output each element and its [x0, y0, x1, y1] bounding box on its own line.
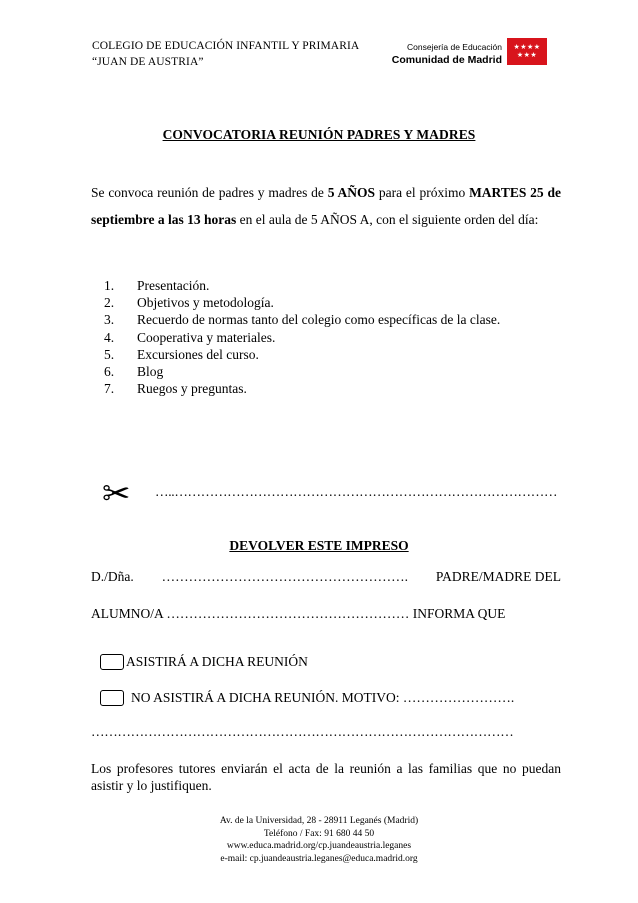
list-number: 4.	[104, 329, 115, 345]
madrid-flag-logo	[507, 38, 547, 65]
intro-text-3: en el aula de 5 AÑOS A, con el siguiente orden del día:	[236, 211, 539, 227]
intro-paragraph	[91, 180, 561, 233]
intro-text-2: para el próximo	[375, 185, 470, 200]
list-item	[104, 380, 564, 397]
list-number: 2.	[104, 295, 115, 311]
scissors-icon: ✂	[102, 474, 131, 514]
flag-stars-row-2: ★★★	[516, 51, 538, 59]
school-line-2: “JUAN DE AUSTRIA”	[92, 56, 204, 68]
not-attend-option-label: NO ASISTIRÁ A DICHA REUNIÓN. MOTIVO: …………………….	[131, 690, 515, 705]
flag-stars-row-1: ★★★★	[513, 43, 541, 51]
footer-email: e-mail: cp.juandeaustria.leganes@educa.madrid.org	[220, 853, 418, 864]
intro-date-time: MARTES 25 de septiembre a las 13 horas	[91, 185, 561, 227]
list-text: Excursiones del curso.	[137, 346, 259, 362]
agenda-list	[104, 277, 564, 397]
list-text: Cooperativa y materiales.	[137, 329, 276, 345]
closing-paragraph: Los profesores tutores enviarán el acta de la reunión a las familias que no puedan asistir y lo justifiquen.	[91, 761, 561, 793]
list-item	[104, 363, 564, 380]
intro-text-1: Se convoca reunión de padres y madres de	[91, 185, 328, 200]
list-text: Presentación.	[137, 278, 210, 293]
footer-address: Av. de la Universidad, 28 - 28911 Leganés (Madrid)	[219, 816, 419, 826]
list-number: 3.	[104, 312, 115, 328]
parent-name-line	[91, 569, 561, 585]
list-text: Recuerdo de normas tanto del colegio como específicas de la clase.	[137, 312, 501, 328]
document-title: CONVOCATORIA REUNIÓN PADRES Y MADRES	[162, 127, 476, 142]
intro-grade: 5 AÑOS	[327, 185, 376, 200]
footer	[0, 815, 638, 865]
list-item	[104, 294, 564, 311]
school-line-1: COLEGIO DE EDUCACIÓN INFANTIL Y PRIMARIA	[92, 40, 360, 52]
list-number: 6.	[104, 364, 115, 380]
attend-option-label: ASISTIRÁ A DICHA REUNIÓN	[126, 654, 308, 669]
parent-label: D./Dña.	[91, 569, 134, 584]
department-label: Consejería de Educación	[407, 42, 502, 52]
parent-name-blank[interactable]: ……………………………………………….	[161, 569, 408, 584]
list-text: Objetivos y metodología.	[137, 295, 274, 311]
institution-block	[368, 41, 502, 67]
return-form-title: DEVOLVER ESTE IMPRESO	[229, 538, 409, 553]
list-text: Blog	[137, 364, 164, 380]
list-item	[104, 346, 564, 363]
not-attend-checkbox[interactable]	[100, 690, 124, 706]
footer-web: www.educa.madrid.org/cp.juandeaustria.leganes	[226, 841, 412, 851]
organization-label: Comunidad de Madrid	[391, 54, 502, 66]
student-name-line[interactable]: ALUMNO/A ……………………………………………… INFORMA QUE	[91, 606, 506, 621]
list-text: Ruegos y preguntas.	[137, 381, 247, 397]
list-number: 5.	[104, 346, 115, 362]
school-name	[92, 38, 359, 70]
footer-phone: Teléfono / Fax: 91 680 44 50	[263, 828, 375, 839]
attend-checkbox[interactable]	[100, 654, 124, 670]
list-number: 7.	[104, 381, 115, 397]
list-item	[104, 277, 564, 294]
list-item	[104, 329, 564, 346]
list-item	[104, 311, 564, 328]
cut-line: …..……………………………………………………………………………	[155, 484, 558, 499]
reason-blank-line[interactable]: ……………………………………………………………………………………	[91, 724, 514, 739]
list-number: 1.	[104, 278, 115, 293]
parent-role-label: PADRE/MADRE DEL	[435, 569, 561, 584]
